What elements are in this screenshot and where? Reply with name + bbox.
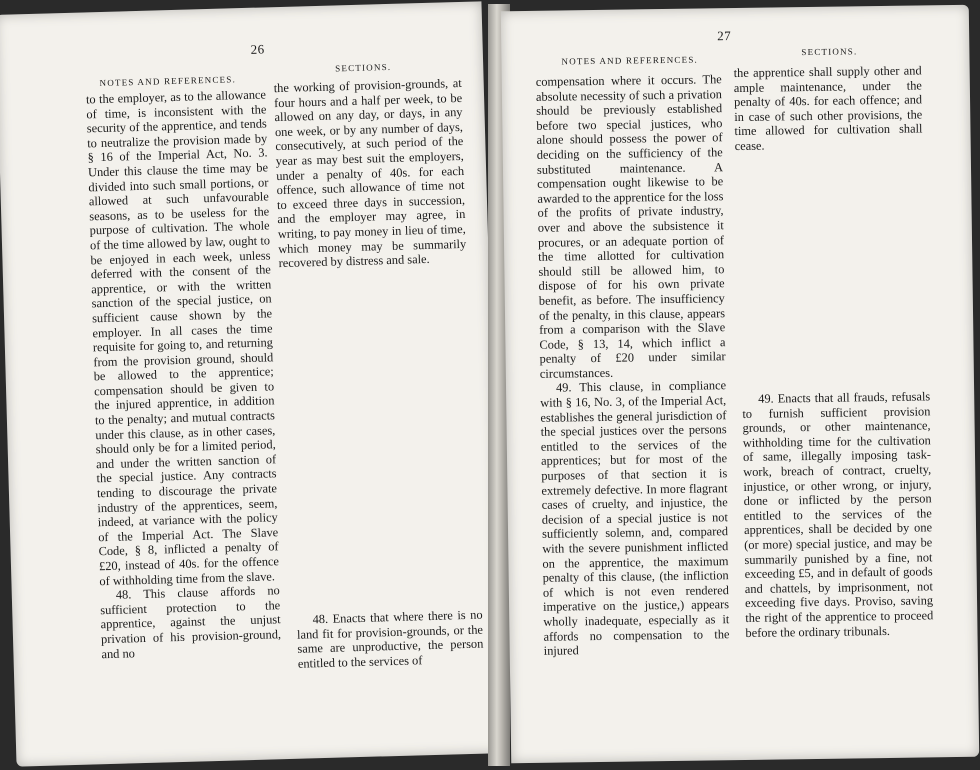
sections-heading: SECTIONS. [801,46,858,58]
page-number: 26 [250,41,265,57]
left-page [0,1,502,766]
sections-column-lower [742,389,933,640]
notes-paragraph: 48. This clause affords no sufficient protection to the apprentice, against the unjust privation of his provision-ground, and no [100,583,282,661]
sections-paragraph: 49. Enacts that all frauds, refusals to furnish sufficient provision grounds, or other maintenance, withholding time for the cultivation of same, illegally imposing task-work, breach of contract, cruelty, injustice, or other wrong, or injury, done or inflicted by the person entitled to the services of the apprentices, shall be decided by one (or more) special justice, and may be summarily punished by a fine, not exceeding £5, and in default of goods and chattels, by imprisonment, not exceeding five days. Proviso, saving the right of the apprentice to proceed before the ordinary tribunals. [742,389,934,640]
sections-paragraph: 48. Enacts that where there is no land fit for provision-grounds, or the same are unproductive, the person entitled to the services of [296,607,484,671]
sections-paragraph: the working of provision-grounds, at four hours and a half per week, to be allowed on any day, or days, in any one week, or by any number of days, consecutively, at such period of the year as may best suit the employers, under a penalty of 40s. for each offence, such allowance of time not to exceed three days in succession, and the employer may agree, in writing, to pay money in lieu of time, which money may be summarily recovered by distress and sale. [273,75,467,271]
notes-column [86,87,282,661]
notes-paragraph: compensation where it occurs. The absolute necessity of such a privation should be previously established before two special justices, who alone should possess the power of deciding on the sufficiency of the substituted maintenance. A compensation ought likewise to be awarded to the apprentice for the loss of the profits of private industry, over and above the subsistence it procures, or an adequate portion of the time allotted for cultivation should still be allowed him, to dispose of for his own private benefit, as before. The insufficiency of the penalty, in this clause, appears from a comparison with the Slave Code, § 13, 14, which inflict a penalty of £20 under similar circumstances. [535,72,726,381]
notes-heading: NOTES AND REFERENCES. [561,54,699,67]
right-page [501,5,979,763]
notes-column [536,72,730,658]
notes-heading: NOTES AND REFERENCES. [99,74,237,89]
sections-heading: SECTIONS. [335,61,392,74]
notes-paragraph: 49. This clause, in compliance with § 16, No. 3, of the Imperial Act, establishes the general jurisdiction of the special justices over the persons entitled to the services of the apprentices; but for most of the purposes of that section it is extremely defective. In more flagrant cases of cruelty, and injustice, the decision of a special justice is not sufficiently solemn, and, compared with the severe punishment inflicted on the apprentice, the maximum penalty of this clause, (the infliction of which is not even rendered imperative on the justice,) appears wholly inadequate, especially as it affords no compensation to the injured [540,378,730,658]
sections-column [734,63,923,153]
page-number: 27 [717,28,732,44]
sections-column [274,76,467,271]
sections-column-lower [296,608,484,672]
notes-paragraph: to the employer, as to the allowance of time, is inconsistent with the security of the apprentice, and tends to neutralize the provision made by § 16 of the Imperial Act, No. 3. Under this clause the time may be divided into such small portions, or allowed at such unfavourable seasons, as to be useless for the purpose of cultivation. The whole of the time allowed by law, ought to be enjoyed in each week, unless deferred with the consent of the apprentice, or with the written sanction of the special justice, on sufficient cause shown by the employer. In all cases the time requisite for going to, and returning from the provision ground, should be allowed to the apprentice; compensation should be given to the injured apprentice, in addition to the penalty; and mutual contracts under this clause, as in other cases, should only be for a limited period, and under the written sanction of the special justice. Any contracts tending to discourage the private industry of the apprentices, seem, indeed, at variance with the policy of the Imperial Act. The Slave Code, § 8, inflicted a penalty of £20, instead of 40s. for the offence of withholding time from the slave. [85,87,280,588]
sections-paragraph: the apprentice shall supply other and ample maintenance, under the penalty of 40s. for each offence; and in case of such other provisions, the time allowed for cultivation shall cease. [733,63,923,154]
